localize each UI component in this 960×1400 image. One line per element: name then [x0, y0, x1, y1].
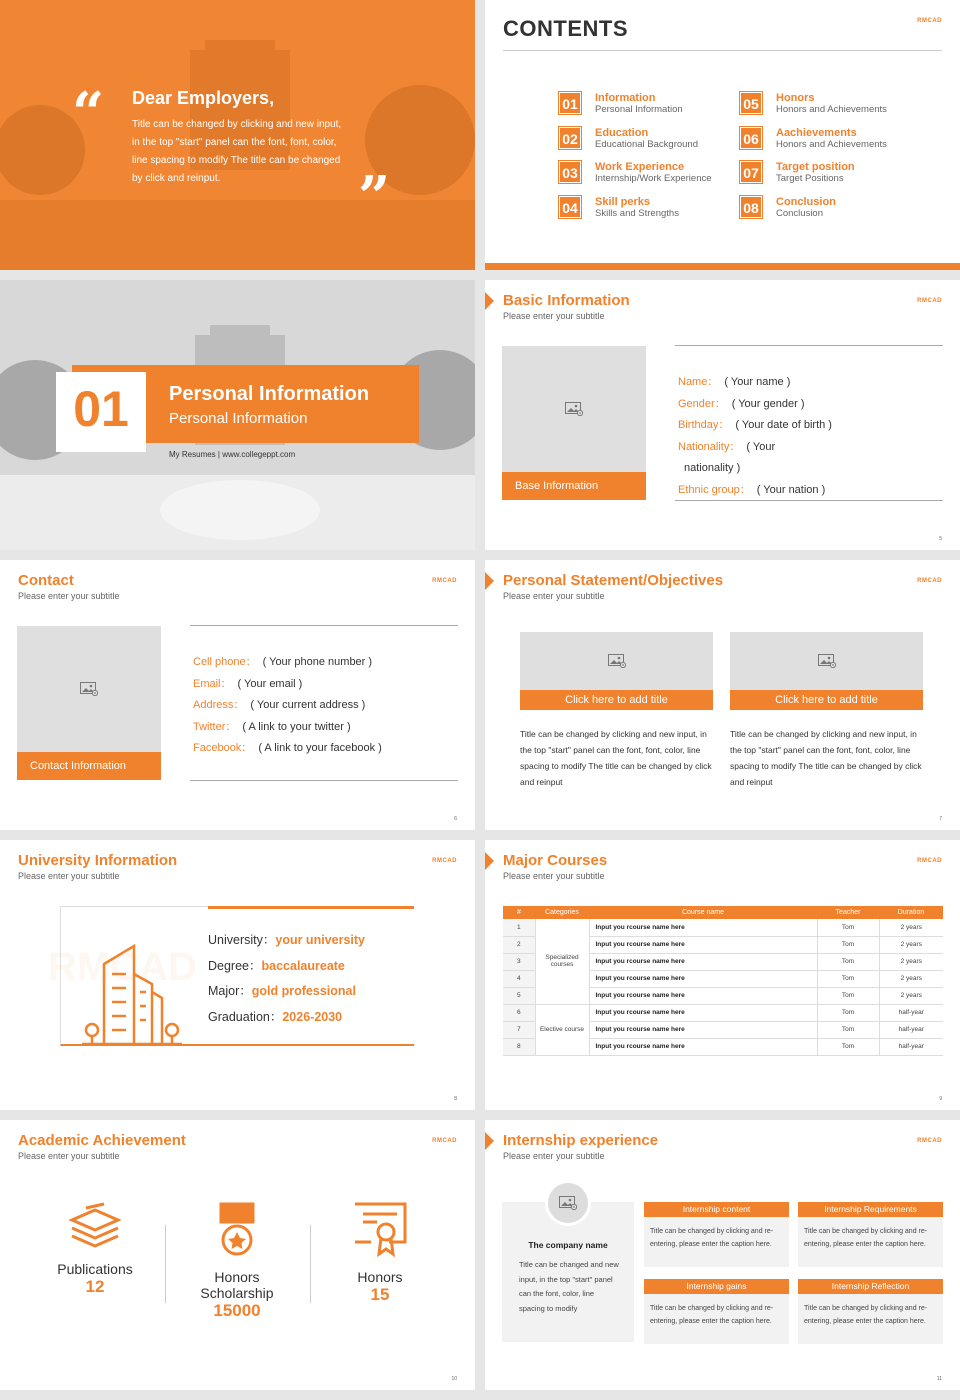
- page-number: 11: [936, 1376, 942, 1382]
- info-key: Ethnic group：: [678, 483, 751, 496]
- contents-name: Information: [595, 92, 656, 104]
- info-row: [193, 717, 458, 739]
- info-value[interactable]: ( Your email ): [237, 677, 303, 690]
- university-row: [208, 979, 365, 1005]
- contents-item[interactable]: [740, 161, 855, 184]
- photo-placeholder[interactable]: [502, 346, 646, 472]
- info-key: Name：: [678, 376, 719, 388]
- contents-sub: Educational Background: [595, 138, 698, 150]
- info-row: [193, 652, 458, 674]
- university-row: [208, 928, 365, 954]
- duration-cell: 2 years: [879, 953, 943, 970]
- info-row: [678, 480, 938, 502]
- logo: RMCAD: [917, 858, 942, 864]
- slide-subtitle: Please enter your subtitle: [503, 871, 605, 881]
- building-icon: [82, 944, 182, 1046]
- box-text: Title can be changed by clicking and re-entering, please enter the caption here.: [798, 1294, 943, 1344]
- slide-subtitle: Please enter your subtitle: [503, 1151, 605, 1161]
- table-row: [503, 1004, 943, 1021]
- contents-text: [595, 196, 679, 219]
- university-row: [208, 954, 365, 980]
- contents-text: [776, 127, 887, 150]
- info-key: Address：: [193, 699, 245, 711]
- card-text-2: Title can be changed by clicking and new input, in the top "start" panel can the font, font, color, line spacing to modify The title can be changed by click and reinput: [730, 729, 922, 787]
- info-key: Gender：: [678, 397, 726, 410]
- row-index: 5: [503, 987, 535, 1004]
- logo: RMCAD: [917, 1138, 942, 1144]
- company-text: Title can be changed and new input, in the top "start" panel can the font, color, line spacing to modify: [519, 1260, 619, 1313]
- page-number: 6: [454, 816, 457, 822]
- info-key: Graduation：: [208, 1009, 283, 1024]
- info-row: [193, 695, 458, 717]
- box-title: Internship Reflection: [798, 1279, 943, 1294]
- bottom-bar: [485, 263, 960, 270]
- course-name-cell[interactable]: Input you rcourse name here: [589, 1038, 817, 1055]
- achievement-publications: [35, 1202, 155, 1297]
- photo-caption: Base Information: [502, 472, 646, 500]
- internship-box: [798, 1279, 943, 1344]
- info-key: University：: [208, 933, 276, 947]
- contents-name: Target position: [776, 161, 855, 173]
- watermark: RMCAD: [48, 945, 197, 989]
- info-key: Cell phone：: [193, 656, 257, 668]
- row-index: 3: [503, 953, 535, 970]
- internship-box: [644, 1202, 789, 1267]
- contents-number: 02: [559, 127, 581, 149]
- page-number: 8: [454, 1096, 457, 1102]
- contents-name: Education: [595, 126, 649, 139]
- info-row: [678, 394, 938, 416]
- contents-number: 06: [740, 127, 762, 149]
- contents-text: [776, 161, 855, 184]
- row-index: 8: [503, 1038, 535, 1055]
- page-number: 9: [939, 1096, 942, 1102]
- contents-item[interactable]: [559, 92, 683, 115]
- contents-sub: Skills and Strengths: [595, 207, 679, 219]
- duration-cell: half-year: [879, 1038, 943, 1055]
- info-value[interactable]: ( Your name ): [724, 376, 791, 388]
- duration-cell: half-year: [879, 1021, 943, 1038]
- duration-cell: 2 years: [879, 936, 943, 953]
- add-title-button-2[interactable]: Click here to add title: [730, 690, 923, 710]
- info-value[interactable]: ( Your nation ): [756, 483, 826, 496]
- teacher-cell: Tom: [817, 987, 879, 1004]
- achievement-label: Publications: [57, 1261, 133, 1277]
- contents-text: [776, 196, 836, 219]
- box-text: Title can be changed by clicking and re-entering, please enter the caption here.: [798, 1217, 943, 1267]
- info-value[interactable]: your university: [275, 933, 365, 947]
- contents-number: 01: [559, 92, 581, 114]
- course-name-cell[interactable]: Input you rcourse name here: [589, 936, 817, 953]
- info-key: Nationality：: [678, 440, 741, 453]
- page-number: 7: [939, 816, 942, 822]
- slide-courses: [485, 840, 960, 1110]
- card-text-1: Title can be changed by clicking and new input, in the top "start" panel can the font, font, color, line spacing to modify The title can be changed by click and reinput: [520, 729, 712, 787]
- university-row: [208, 1005, 365, 1031]
- box-text: Title can be changed by clicking and re-entering, please enter the caption here.: [644, 1217, 789, 1267]
- col-header: #: [503, 906, 535, 919]
- image-placeholder-1[interactable]: [520, 632, 713, 690]
- contents-item[interactable]: [740, 127, 887, 150]
- university-list: [208, 928, 365, 1030]
- divider-bottom: [190, 780, 458, 781]
- photo-placeholder[interactable]: [17, 626, 161, 752]
- teacher-cell: Tom: [817, 919, 879, 936]
- certificate-icon: [353, 1202, 407, 1258]
- close-quote: ”: [358, 164, 391, 230]
- col-header: Duration: [879, 906, 943, 919]
- contents-sub: Internship/Work Experience: [595, 173, 712, 184]
- image-icon: [565, 402, 583, 416]
- page-number: 5: [939, 536, 942, 542]
- logo: RMCAD: [432, 578, 457, 584]
- achievement-honors: [320, 1202, 440, 1305]
- contents-name: Aachievements: [776, 126, 857, 139]
- image-icon: [818, 654, 836, 668]
- slide-title: Personal Statement/Objectives: [503, 572, 724, 589]
- info-value[interactable]: ( Your gender ): [731, 397, 805, 410]
- section-number: 01: [73, 381, 129, 437]
- slide-title: Major Courses: [503, 852, 608, 869]
- contents-title: CONTENTS: [503, 16, 628, 41]
- info-value[interactable]: ( Your: [746, 440, 776, 453]
- box-title: Internship content: [644, 1202, 789, 1217]
- teacher-cell: Tom: [817, 1004, 879, 1021]
- achievement-label: Honors Scholarship: [200, 1269, 274, 1301]
- achievement-value: 15: [370, 1285, 390, 1304]
- col-header: Teacher: [817, 906, 879, 919]
- info-key: Birthday：: [678, 419, 730, 431]
- slide-statement: [485, 560, 960, 830]
- contents-item[interactable]: [559, 127, 698, 150]
- teacher-cell: Tom: [817, 1021, 879, 1038]
- cover-title: Dear Employers,: [132, 88, 275, 108]
- teacher-cell: Tom: [817, 953, 879, 970]
- info-value[interactable]: ( A link to your facebook ): [258, 742, 382, 754]
- info-value[interactable]: ( Your date of birth ): [735, 419, 832, 431]
- row-index: 7: [503, 1021, 535, 1038]
- contents-number: 07: [740, 161, 762, 183]
- row-index: 6: [503, 1004, 535, 1021]
- duration-cell: 2 years: [879, 987, 943, 1004]
- info-row: [678, 372, 938, 394]
- contents-name: Honors: [776, 92, 815, 104]
- slide-university: [0, 840, 475, 1110]
- company-name: The company name: [528, 1240, 608, 1250]
- slide-basic-info: [485, 280, 960, 550]
- info-key: Email：: [193, 677, 232, 690]
- info-value[interactable]: nationality ): [684, 462, 741, 474]
- contents-text: [595, 127, 698, 150]
- course-name-cell[interactable]: Input you rcourse name here: [589, 987, 817, 1004]
- info-value[interactable]: 2026-2030: [282, 1009, 343, 1024]
- contents-number: 05: [740, 92, 762, 114]
- internship-box: [798, 1202, 943, 1267]
- contents-item[interactable]: [740, 196, 836, 219]
- logo: RMCAD: [917, 298, 942, 304]
- box-text: Title can be changed by clicking and re-entering, please enter the caption here.: [644, 1294, 789, 1344]
- courses-table: [503, 906, 943, 1056]
- duration-cell: 2 years: [879, 970, 943, 987]
- title-marker: [485, 292, 494, 310]
- slide-title: Academic Achievement: [18, 1132, 186, 1149]
- slide-section: [0, 280, 475, 550]
- duration-cell: half-year: [879, 1004, 943, 1021]
- contact-list: [193, 652, 458, 760]
- divider: [503, 50, 942, 51]
- photo-caption: Contact Information: [17, 752, 161, 780]
- table-row: [503, 919, 943, 936]
- info-value[interactable]: ( Your phone number ): [262, 656, 373, 668]
- teacher-cell: Tom: [817, 1038, 879, 1055]
- contents-number: 04: [559, 196, 581, 218]
- col-header: Categories: [535, 906, 589, 919]
- title-marker: [485, 1132, 494, 1150]
- course-name-cell[interactable]: Input you rcourse name here: [589, 919, 817, 936]
- category-cell: Specialized courses: [535, 919, 589, 1004]
- info-row: [193, 674, 458, 696]
- separator: [165, 1225, 166, 1303]
- contents-item[interactable]: [740, 92, 887, 115]
- course-name-cell[interactable]: Input you rcourse name here: [589, 1004, 817, 1021]
- info-key: Major：: [208, 984, 252, 998]
- row-index: 4: [503, 970, 535, 987]
- books-icon: [68, 1202, 122, 1250]
- course-name-cell[interactable]: Input you rcourse name here: [589, 970, 817, 987]
- slide-title: University Information: [18, 852, 178, 869]
- internship-box: [644, 1279, 789, 1344]
- section-subtitle: Personal Information: [169, 410, 308, 427]
- image-icon: [80, 682, 98, 696]
- row-index: 1: [503, 919, 535, 936]
- contents-number: 03: [559, 161, 581, 183]
- logo: RMCAD: [432, 1138, 457, 1144]
- medal-icon: [215, 1202, 259, 1258]
- slide-subtitle: Please enter your subtitle: [18, 871, 120, 881]
- row-index: 2: [503, 936, 535, 953]
- section-footer: My Resumes | www.collegeppt.com: [169, 450, 296, 459]
- image-placeholder-2[interactable]: [730, 632, 923, 690]
- contents-sub: Target Positions: [776, 173, 844, 184]
- company-photo[interactable]: [545, 1180, 591, 1226]
- info-row: [678, 437, 938, 459]
- cover-body: Title can be changed by clicking and new input, in the top "start" panel can the font, font, color, line spacing to modify The title can be changed by click and reinput.: [132, 119, 342, 184]
- achievement-value: 15000: [213, 1301, 261, 1320]
- teacher-cell: Tom: [817, 970, 879, 987]
- separator: [310, 1225, 311, 1303]
- achievement-label: Honors: [357, 1269, 403, 1285]
- box-title: Internship Requirements: [798, 1202, 943, 1217]
- contents-text: [595, 161, 712, 184]
- basic-info-list: [678, 372, 938, 501]
- divider-top: [675, 345, 943, 346]
- slide-internship: [485, 1120, 960, 1390]
- logo: RMCAD: [432, 858, 457, 864]
- box-title: Internship gains: [644, 1279, 789, 1294]
- divider-bottom: [675, 500, 943, 501]
- duration-cell: 2 years: [879, 919, 943, 936]
- contents-sub: Honors and Achievements: [776, 138, 887, 150]
- logo: RMCAD: [917, 18, 942, 24]
- title-marker: [485, 852, 494, 870]
- info-key: Twitter：: [193, 720, 237, 733]
- contents-number: 08: [740, 196, 762, 218]
- slide-cover: [0, 0, 475, 270]
- info-value[interactable]: ( Your current address ): [250, 699, 366, 711]
- contents-name: Skill perks: [595, 195, 651, 208]
- info-key: Facebook：: [193, 742, 253, 754]
- teacher-cell: Tom: [817, 936, 879, 953]
- info-row: [193, 738, 458, 760]
- slide-contact: [0, 560, 475, 830]
- info-value[interactable]: baccalaureate: [261, 958, 345, 973]
- contents-name: Conclusion: [776, 195, 836, 208]
- contents-sub: Honors and Achievements: [776, 104, 887, 115]
- section-title: Personal Information: [169, 383, 370, 405]
- slide-subtitle: Please enter your subtitle: [18, 1151, 120, 1161]
- open-quote: “: [72, 80, 105, 146]
- add-title-button-1[interactable]: Click here to add title: [520, 690, 713, 710]
- slide-title: Contact: [18, 572, 74, 589]
- logo: RMCAD: [917, 578, 942, 584]
- image-icon: [559, 1196, 577, 1210]
- info-value[interactable]: gold professional: [251, 984, 356, 998]
- contents-item[interactable]: [559, 161, 712, 184]
- contents-sub: Conclusion: [776, 207, 823, 219]
- contents-item[interactable]: [559, 196, 679, 219]
- slide-subtitle: Please enter your subtitle: [503, 311, 605, 321]
- contents-sub: Personal Information: [595, 104, 683, 115]
- slide-subtitle: Please enter your subtitle: [503, 591, 605, 601]
- info-row: [678, 458, 938, 480]
- slide-academic: [0, 1120, 475, 1390]
- col-header: Course name: [589, 906, 817, 919]
- course-name-cell[interactable]: Input you rcourse name here: [589, 1021, 817, 1038]
- contents-text: [776, 92, 887, 115]
- info-value[interactable]: ( A link to your twitter ): [242, 720, 351, 733]
- image-icon: [608, 654, 626, 668]
- page-number: 10: [451, 1376, 457, 1382]
- divider-top: [190, 625, 458, 626]
- contents-text: [595, 92, 683, 115]
- slide-subtitle: Please enter your subtitle: [18, 591, 120, 601]
- card-top-accent: [208, 906, 414, 909]
- slide-title: Basic Information: [503, 292, 630, 309]
- slide-contents: [485, 0, 960, 270]
- course-name-cell[interactable]: Input you rcourse name here: [589, 953, 817, 970]
- category-cell: Elective course: [535, 1004, 589, 1055]
- slide-title: Internship experience: [503, 1132, 659, 1149]
- contents-name: Work Experience: [595, 161, 685, 173]
- title-marker: [485, 572, 494, 590]
- achievement-value: 12: [85, 1277, 105, 1296]
- info-key: Degree：: [208, 958, 262, 973]
- achievement-scholarship: [177, 1202, 297, 1321]
- info-row: [678, 415, 938, 437]
